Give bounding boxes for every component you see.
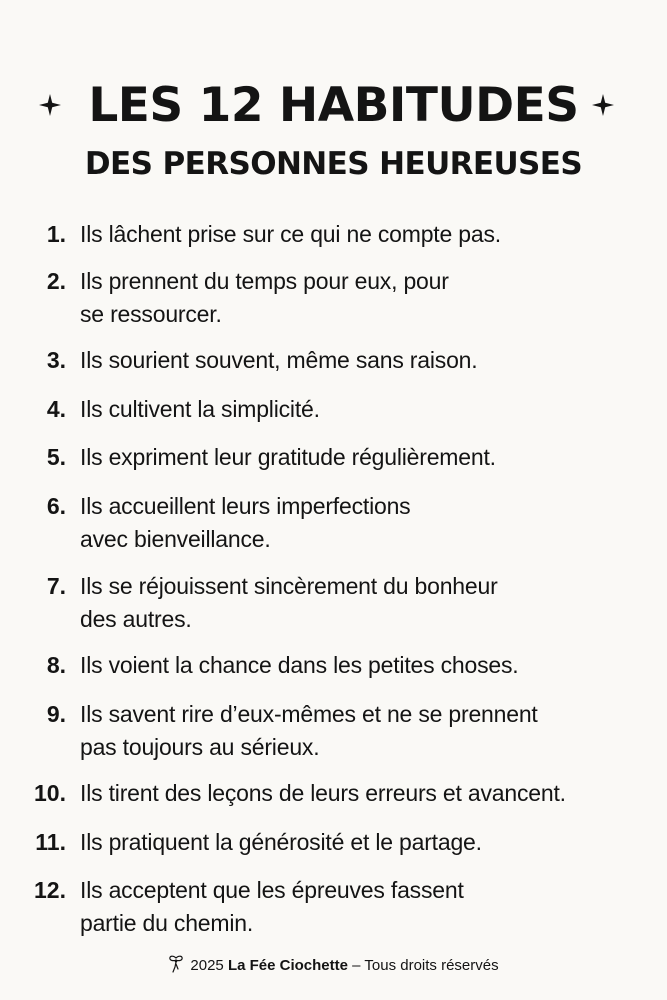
brand-name: La Fée Ciochette [227,957,348,974]
habit-text-line: se ressourcer. [80,301,222,327]
habit-text-line: Ils prennent du temps pour eux, pour [80,268,449,294]
habit-item [0,826,667,859]
page-subtitle: DES PERSONNES HEUREUSES [84,146,583,182]
habit-item [0,265,667,331]
fairy-icon [168,955,184,973]
habit-number: 5. [46,444,66,470]
habit-text-line: Ils accueillent leurs imperfections [80,493,411,519]
habit-text-line: Ils savent rire d’eux-mêmes et ne se prennent [80,701,538,727]
habit-text-line: partie du chemin. [80,910,254,936]
habit-number: 1. [46,221,66,247]
habit-number: 3. [46,347,66,373]
habit-number: 11. [35,829,66,855]
habit-item [0,218,667,251]
habit-text-line: Ils voient la chance dans les petites choses. [80,652,519,678]
habit-item [0,570,667,636]
rights-text: – Tous droits réservés [352,957,499,974]
habit-number: 4. [46,396,66,422]
sparkle-icon [592,94,614,116]
habit-text-line: avec bienveillance. [80,526,271,552]
habit-item [0,344,667,377]
habit-text-line: des autres. [80,606,192,632]
habit-number: 7. [46,573,66,599]
habit-number: 8. [46,652,66,678]
habit-text-line: Ils sourient souvent, même sans raison. [80,347,478,373]
copyright-year: 2025 [190,957,224,974]
habit-number: 2. [46,268,66,294]
habit-number: 10. [34,780,66,806]
habit-text-line: Ils expriment leur gratitude régulièrement. [80,444,496,470]
habit-item [0,393,667,426]
habit-text-line: Ils lâchent prise sur ce qui ne compte pas. [80,221,501,247]
habit-item [0,874,667,940]
habit-text-line: Ils tirent des leçons de leurs erreurs et avancent. [80,780,566,806]
habit-item [0,649,667,682]
habit-text-line: Ils se réjouissent sincèrement du bonheur [80,573,498,599]
habit-text-line: Ils acceptent que les épreuves fassent [80,877,464,903]
habit-text-line: Ils pratiquent la générosité et le partage. [80,829,482,855]
page-title: LES 12 HABITUDES [88,78,579,133]
habit-item [0,441,667,474]
habit-number: 9. [46,701,66,727]
habit-item [0,777,667,810]
copyright-footer [0,952,667,980]
habit-item [0,698,667,764]
habit-item [0,490,667,556]
habit-number: 6. [46,493,66,519]
habit-text-line: pas toujours au sérieux. [80,734,320,760]
habit-text-line: Ils cultivent la simplicité. [80,396,320,422]
habit-number: 12. [34,877,66,903]
